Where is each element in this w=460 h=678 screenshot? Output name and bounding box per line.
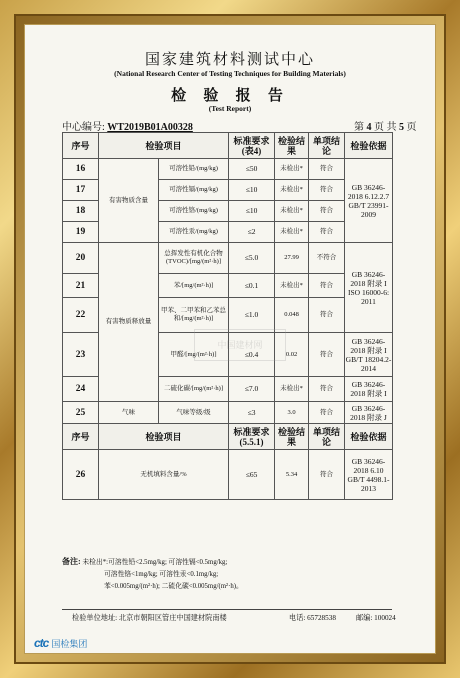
table-row	[63, 243, 393, 274]
row-no: 18	[63, 201, 99, 222]
report-title-en: (Test Report)	[208, 104, 252, 113]
row-subitem: 总挥发性有机化合物(TVOC)/[mg/(m²·h)]	[159, 243, 229, 274]
row-subitem: 苯/[mg/(m²·h)]	[159, 274, 229, 298]
row-std: ≤3	[229, 402, 275, 424]
header-std: 标准要求(表4)	[229, 133, 275, 159]
category-heavy-metals: 有害物质含量	[99, 159, 159, 243]
header2-concl: 单项结论	[309, 424, 345, 450]
row-subitem: 可溶性铬/(mg/kg)	[159, 201, 229, 222]
row-conclusion: 符合	[309, 274, 345, 298]
page-prefix: 第	[354, 122, 364, 133]
header2-std: 标准要求(5.5.1)	[229, 424, 275, 450]
test-results-table	[62, 132, 393, 500]
row-subitem: 甲苯、二甲苯和乙苯总和/[mg/(m²·h)]	[159, 298, 229, 333]
row-std: ≤10	[229, 201, 275, 222]
row-conclusion: 不符合	[309, 243, 345, 274]
header-concl: 单项结论	[309, 133, 345, 159]
basis-heavy-metals: GB 36246-2018 6.12.2.7 GB/T 23991-2009	[345, 159, 393, 243]
ctc-logo	[34, 636, 87, 650]
row-no: 17	[63, 180, 99, 201]
row-result: 未检出*	[275, 180, 309, 201]
header-no: 序号	[63, 133, 99, 159]
row-result: 5.34	[275, 450, 309, 500]
header-result: 检验结果	[275, 133, 309, 159]
row-no: 24	[63, 377, 99, 402]
center-title-cn: 国家建筑材料测试中心	[144, 50, 315, 68]
row-std: ≤65	[229, 450, 275, 500]
center-number-label: 中心编号:	[62, 122, 105, 133]
footnote-label: 备注:	[62, 557, 81, 566]
page-total: 5	[399, 122, 404, 133]
table-row	[63, 159, 393, 180]
row-result: 3.0	[275, 402, 309, 424]
footer-address: 检验单位地址: 北京市朝阳区管庄中国建材院南楼	[72, 614, 227, 622]
page-indicator	[354, 118, 417, 133]
row-conclusion: 符合	[309, 333, 345, 377]
watermark: 中国建材网	[194, 329, 286, 361]
basis-cs2: GB 36246-2018 附录 I	[345, 377, 393, 402]
row-item: 无机填料含量/%	[99, 450, 229, 500]
row-subitem: 可溶性镉/(mg/kg)	[159, 180, 229, 201]
table-header-row-2	[63, 424, 393, 450]
row-result: 27.99	[275, 243, 309, 274]
row-result: 未检出*	[275, 201, 309, 222]
category-odor: 气味	[99, 402, 159, 424]
ctc-logo-mark: ctc	[34, 636, 49, 650]
report-paper	[24, 24, 436, 654]
table-row	[63, 450, 393, 500]
row-conclusion: 符合	[309, 450, 345, 500]
ctc-logo-text: 国检集团	[51, 638, 88, 649]
header2-item: 检验项目	[99, 424, 229, 450]
row-std: ≤0.1	[229, 274, 275, 298]
row-std: ≤1.0	[229, 298, 275, 333]
center-number-value: WT2019B01A00328	[107, 122, 193, 133]
basis-formaldehyde: GB 36246-2018 附录 I GB/T 18204.2-2014	[345, 333, 393, 377]
footer-postcode: 邮编: 100024	[356, 614, 396, 622]
row-no: 26	[63, 450, 99, 500]
row-std: ≤5.0	[229, 243, 275, 274]
center-title-en: (National Research Center of Testing Techniques for Building Materials)	[114, 69, 346, 78]
row-no: 23	[63, 333, 99, 377]
row-result: 0.02	[275, 333, 309, 377]
row-result: 0.048	[275, 298, 309, 333]
row-conclusion: 符合	[309, 377, 345, 402]
basis-voc: GB 36246-2018 附录 I ISO 16000-6: 2011	[345, 243, 393, 333]
row-subitem: 甲醛/[mg/(m²·h)]	[159, 333, 229, 377]
row-no: 21	[63, 274, 99, 298]
page-current: 4	[366, 122, 372, 133]
row-conclusion: 符合	[309, 159, 345, 180]
row-no: 25	[63, 402, 99, 424]
footnote-line-2: 可溶性铬<1mg/kg; 可溶性汞<0.1mg/kg;	[104, 571, 219, 578]
row-result: 未检出*	[275, 274, 309, 298]
row-std: ≤50	[229, 159, 275, 180]
row-subitem: 气味等级/级	[159, 402, 229, 424]
header2-no: 序号	[63, 424, 99, 450]
header2-basis: 检验依据	[345, 424, 393, 450]
row-result: 未检出*	[275, 377, 309, 402]
row-conclusion: 符合	[309, 298, 345, 333]
basis-odor: GB 36246-2018 附录 J	[345, 402, 393, 424]
row-conclusion: 符合	[309, 201, 345, 222]
row-std: ≤2	[229, 222, 275, 243]
row-no: 20	[63, 243, 99, 274]
header-item: 检验项目	[99, 133, 229, 159]
row-no: 19	[63, 222, 99, 243]
footer-divider	[62, 609, 392, 610]
row-result: 未检出*	[275, 222, 309, 243]
row-subitem: 二硫化碳/[mg/(m²·h)]	[159, 377, 229, 402]
row-std: ≤0.4	[229, 333, 275, 377]
category-harmful-release: 有害物质释放量	[99, 243, 159, 402]
footnote-line-1: 未检出*:可溶性铅<2.5mg/kg; 可溶性镉<0.5mg/kg;	[82, 559, 228, 566]
footnote	[62, 556, 392, 593]
header2-result: 检验结果	[275, 424, 309, 450]
center-number	[62, 118, 193, 133]
row-std: ≤10	[229, 180, 275, 201]
row-conclusion: 符合	[309, 180, 345, 201]
row-conclusion: 符合	[309, 402, 345, 424]
row-no: 16	[63, 159, 99, 180]
row-no: 22	[63, 298, 99, 333]
page-mid: 页 共	[374, 122, 397, 133]
header-basis: 检验依据	[345, 133, 393, 159]
row-subitem: 可溶性汞/(mg/kg)	[159, 222, 229, 243]
row-subitem: 可溶性铅/(mg/kg)	[159, 159, 229, 180]
footnote-line-3: 苯<0.005mg/(m²·h); 二硫化碳<0.005mg/(m²·h)。	[104, 583, 243, 590]
footer-phone: 电话: 65728538	[289, 614, 336, 622]
row-conclusion: 符合	[309, 222, 345, 243]
table-header-row	[63, 133, 393, 159]
table-row	[63, 402, 393, 424]
row-result: 未检出*	[275, 159, 309, 180]
basis-filler: GB 36246-2018 6.10 GB/T 4498.1-2013	[345, 450, 393, 500]
report-title-cn: 检 验 报 告	[171, 86, 289, 104]
page-suffix: 页	[406, 122, 417, 133]
row-std: ≤7.0	[229, 377, 275, 402]
